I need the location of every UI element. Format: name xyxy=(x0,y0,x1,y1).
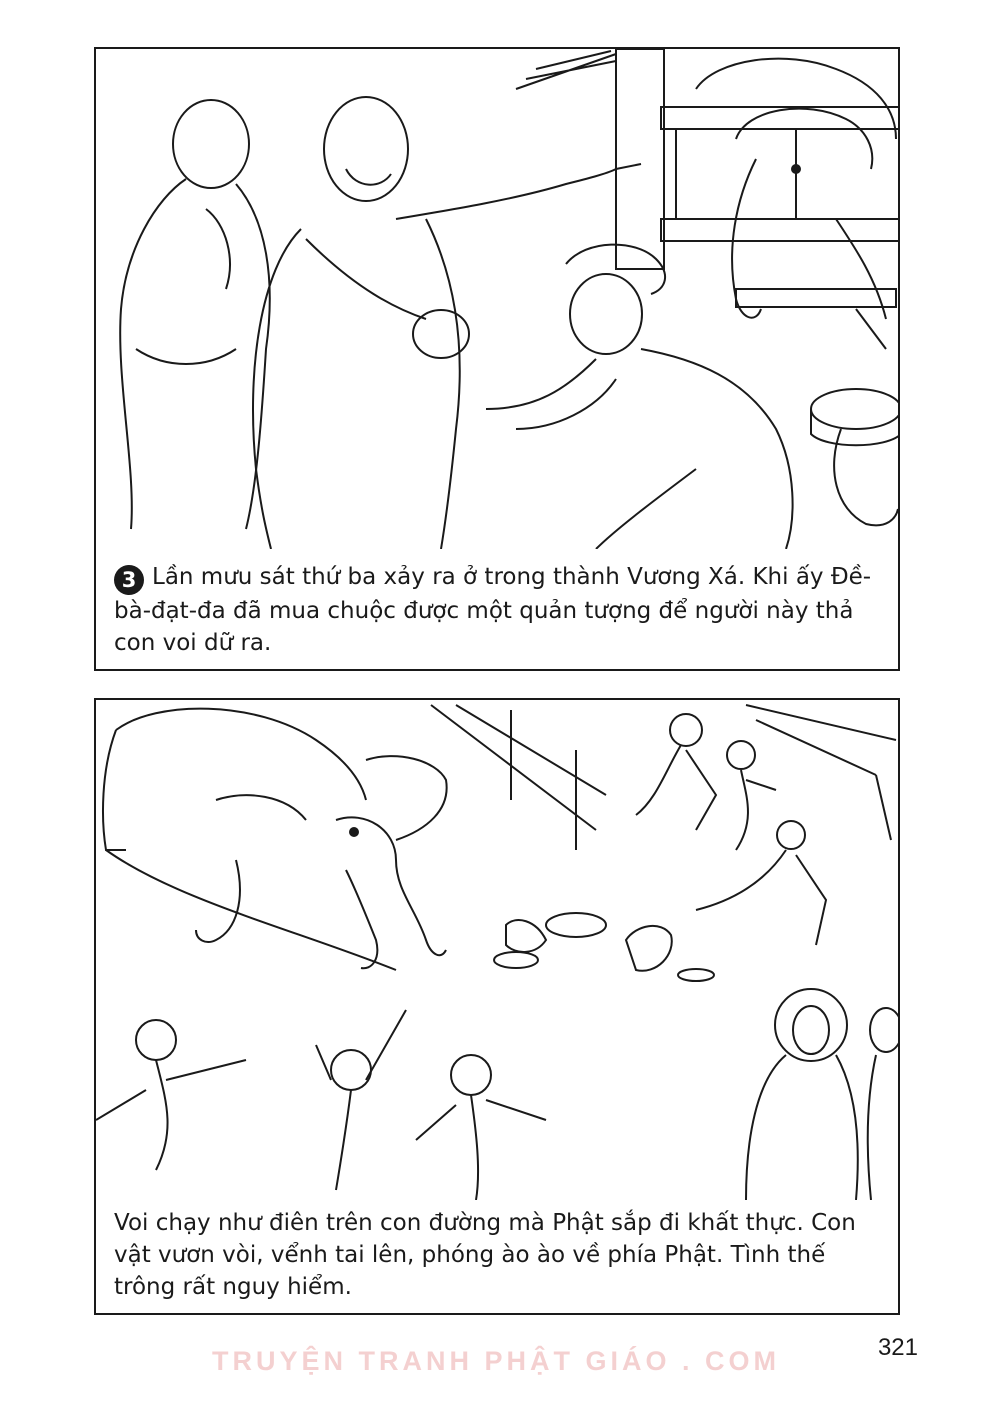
devadatta-figure xyxy=(253,97,641,549)
panel-1-caption xyxy=(114,561,884,659)
watermark: TRUYỆN TRANH PHẬT GIÁO . COM xyxy=(212,1346,780,1376)
panel-number-badge: 3 xyxy=(114,565,144,595)
monk-left xyxy=(120,100,270,529)
panel-2-caption: Voi chạy như điên trên con đường mà Phật sắp đi khất thực. Con vật vươn vòi, vểnh tai lên, phóng ào ào về phía Phật. Tình thế trông rất nguy hiểm. xyxy=(114,1210,856,1300)
comic-panel-1 xyxy=(94,47,900,671)
charging-elephant xyxy=(103,709,447,970)
panel-2-illustration xyxy=(96,700,898,1200)
panel-1-illustration xyxy=(96,49,898,549)
page-number: 321 xyxy=(877,1334,918,1361)
spilled-baskets xyxy=(494,913,714,981)
comic-panel-2 xyxy=(94,698,900,1315)
stable-thatch xyxy=(516,49,898,307)
clay-pots xyxy=(811,389,898,525)
buddha-figure xyxy=(746,989,898,1200)
panel-1-caption-text: Lần mưu sát thứ ba xảy ra ở trong thành Vương Xá. Khi ấy Đề-bà-đạt-đa đã mua chuộc được một quản tượng để người này thả con voi dữ ra. xyxy=(114,564,872,656)
fleeing-villagers-top xyxy=(636,714,826,945)
mahout-figure xyxy=(486,245,793,549)
fleeing-villagers-bottom xyxy=(96,1010,546,1200)
